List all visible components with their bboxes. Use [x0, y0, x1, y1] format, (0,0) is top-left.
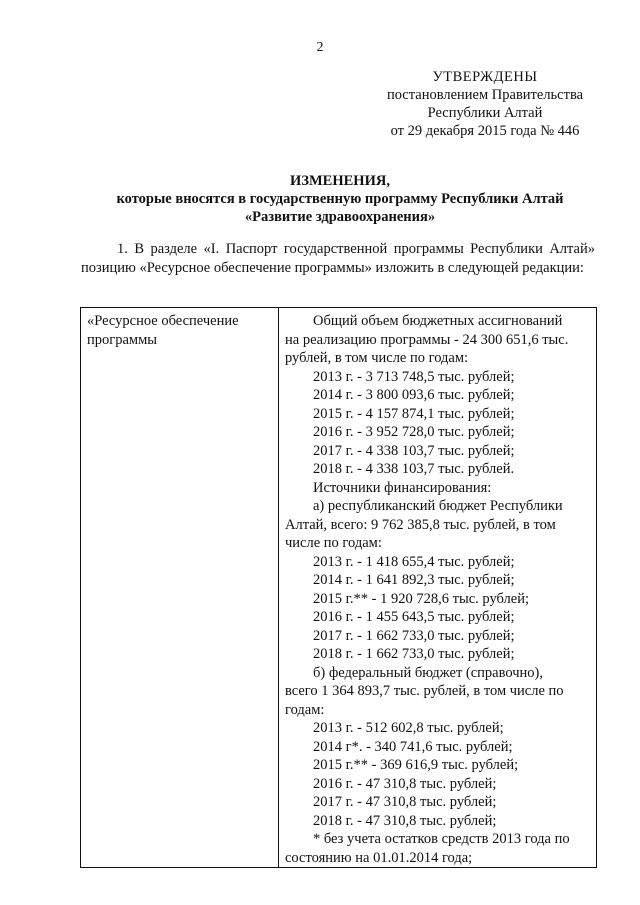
- funding-line: рублей, в том числе по годам:: [285, 350, 469, 366]
- funding-line: 2014 г. - 3 800 093,6 тыс. рублей;: [313, 387, 515, 403]
- title-heading: ИЗМЕНЕНИЯ,: [290, 173, 390, 189]
- funding-line: 2017 г. - 4 338 103,7 тыс. рублей;: [313, 442, 515, 459]
- funding-line: Алтай, всего: 9 762 385,8 тыс. рублей, в том: [285, 516, 556, 533]
- funding-line: а) республиканский бюджет Республики: [313, 498, 563, 514]
- approval-date: от 29 декабря 2015 года № 446: [390, 123, 580, 139]
- table-row: [81, 308, 597, 868]
- intro-paragraph: 1. В разделе «I. Паспорт государственной программы Республики Алтай» позицию «Ресурсное обеспечение программы» изложить в следующей редакции:: [81, 241, 595, 276]
- funding-line: 2015 г. - 4 157 874,1 тыс. рублей;: [313, 405, 515, 422]
- funding-line: 2018 г. - 1 662 733,0 тыс. рублей;: [313, 646, 515, 662]
- funding-line: Общий объем бюджетных ассигнований: [313, 313, 563, 329]
- funding-line: 2014 г. - 1 641 892,3 тыс. рублей;: [313, 572, 515, 588]
- title-subheading: которые вносятся в государственную программу Республики Алтай: [116, 191, 564, 207]
- approval-line: Республики Алтай: [427, 105, 543, 121]
- funding-line: 2013 г. - 512 602,8 тыс. рублей;: [313, 720, 504, 736]
- approval-stamp: [350, 68, 620, 140]
- funding-line: 2017 г. - 47 310,8 тыс. рублей;: [313, 794, 497, 810]
- funding-line: 2017 г. - 1 662 733,0 тыс. рублей;: [313, 627, 515, 644]
- funding-line: всего 1 364 893,7 тыс. рублей, в том числе по: [285, 683, 564, 699]
- funding-line: 2015 г.** - 1 920 728,6 тыс. рублей;: [313, 590, 529, 607]
- funding-line: числе по годам:: [285, 535, 382, 551]
- table-content-cell: [279, 308, 597, 868]
- approval-heading: УТВЕРЖДЕНЫ: [432, 69, 538, 85]
- funding-line: 2016 г. - 1 455 643,5 тыс. рублей;: [313, 609, 515, 625]
- funding-line: 2013 г. - 1 418 655,4 тыс. рублей;: [313, 553, 515, 570]
- document-title: [60, 172, 620, 226]
- program-name: «Развитие здравоохранения»: [244, 209, 436, 225]
- page-number: 2: [316, 40, 324, 55]
- funding-line: * без учета остатков средств 2013 года по: [313, 831, 570, 847]
- approval-line: постановлением Правительства: [386, 87, 584, 103]
- funding-line: б) федеральный бюджет (справочно),: [313, 664, 543, 681]
- table-label-cell: [81, 308, 279, 868]
- funding-line: Источники финансирования:: [313, 479, 492, 496]
- funding-line: 2016 г. - 3 952 728,0 тыс. рублей;: [313, 424, 515, 440]
- funding-line: годам:: [285, 701, 325, 718]
- funding-line: 2016 г. - 47 310,8 тыс. рублей;: [313, 775, 497, 792]
- table-label-line: «Ресурсное обеспечение: [87, 313, 239, 329]
- funding-line: 2018 г. - 47 310,8 тыс. рублей;: [313, 812, 497, 829]
- resource-table: [80, 307, 597, 868]
- table-label-line: программы: [87, 331, 157, 348]
- funding-line: состоянию на 01.01.2014 года;: [285, 849, 473, 866]
- funding-line: 2015 г.** - 369 616,9 тыс. рублей;: [313, 757, 519, 773]
- funding-line: 2018 г. - 4 338 103,7 тыс. рублей.: [313, 461, 515, 477]
- funding-line: 2014 г*. - 340 741,6 тыс. рублей;: [313, 738, 513, 755]
- funding-line: 2013 г. - 3 713 748,5 тыс. рублей;: [313, 368, 515, 385]
- funding-line: на реализацию программы - 24 300 651,6 тыс.: [285, 331, 569, 348]
